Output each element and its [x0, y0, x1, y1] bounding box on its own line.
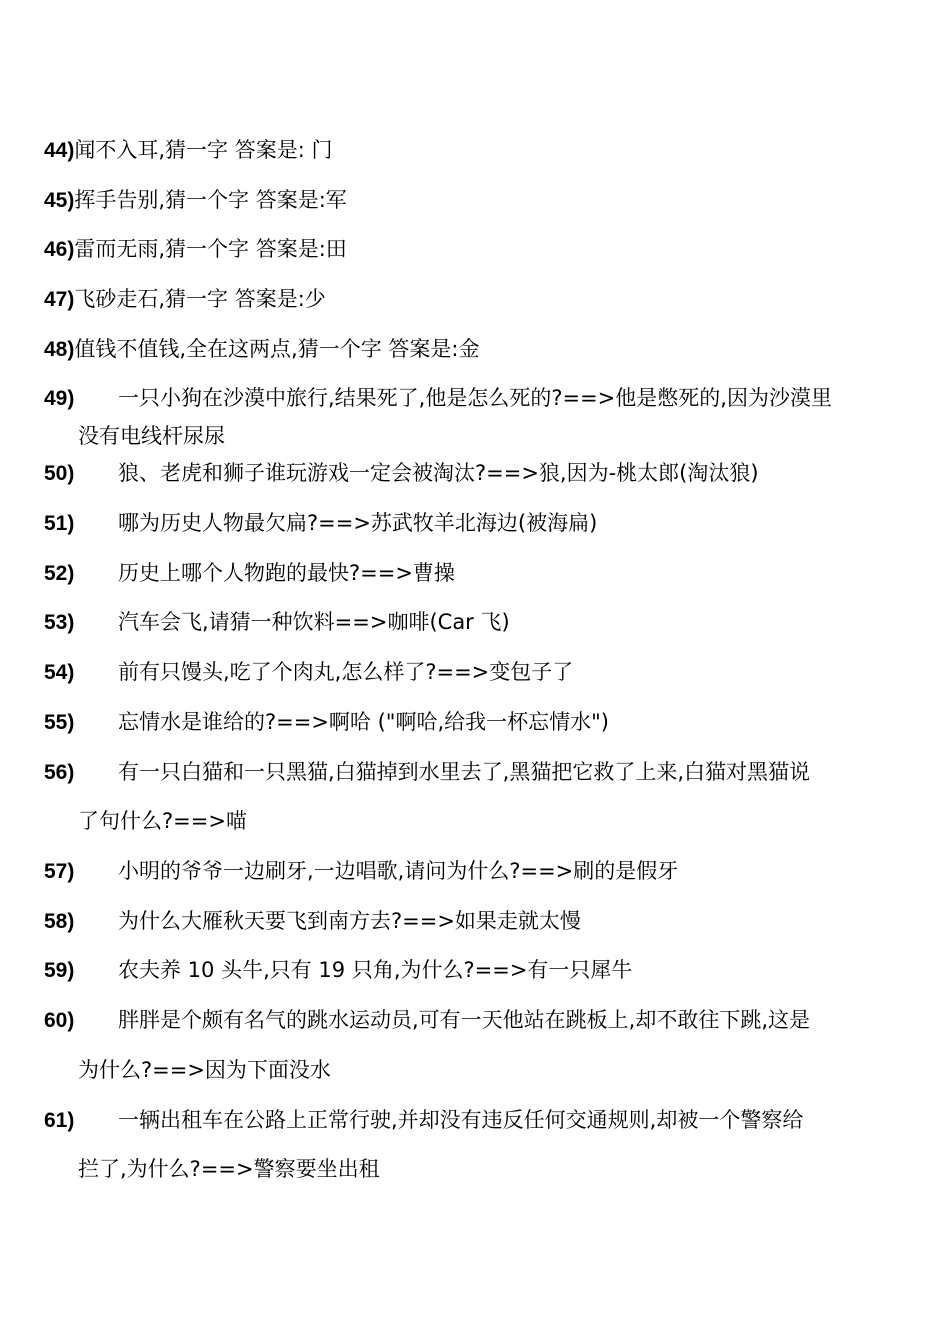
- riddle-item: [44, 287, 914, 312]
- riddle-item: [44, 1008, 914, 1033]
- riddle-item: [44, 561, 914, 586]
- riddle-item: [44, 188, 914, 213]
- riddle-item: [44, 1108, 914, 1133]
- item-text: 哪为历史人物最欠扁?==>苏武牧羊北海边(被海扁): [118, 511, 598, 535]
- item-text: 胖胖是个颇有名气的跳水运动员,可有一天他站在跳板上,却不敢往下跳,这是: [118, 1008, 811, 1032]
- item-text: 汽车会飞,请猜一种饮料==>咖啡(Car 飞): [118, 610, 510, 634]
- item-number: 48): [44, 338, 75, 361]
- item-number: 54): [44, 661, 75, 684]
- item-continuation: 拦了,为什么?==>警察要坐出租: [78, 1157, 380, 1181]
- item-text: 历史上哪个人物跑的最快?==>曹操: [118, 561, 455, 585]
- item-number: 57): [44, 860, 75, 883]
- riddle-item: [44, 610, 914, 635]
- riddle-item: [44, 760, 914, 785]
- item-number: 52): [44, 562, 75, 585]
- item-number: 46): [44, 238, 75, 261]
- item-number: 53): [44, 611, 75, 634]
- item-text: 为什么大雁秋天要飞到南方去?==>如果走就太慢: [118, 909, 581, 933]
- item-continuation: 了句什么?==>喵: [78, 809, 247, 833]
- item-text: 一只小狗在沙漠中旅行,结果死了,他是怎么死的?==>他是憋死的,因为沙漠里: [118, 386, 832, 410]
- riddle-item: [44, 660, 914, 685]
- item-number: 60): [44, 1009, 75, 1032]
- riddle-item: [44, 909, 914, 934]
- item-number: 61): [44, 1109, 75, 1132]
- riddle-item: [44, 710, 914, 735]
- item-number: 50): [44, 462, 75, 485]
- item-text: 忘情水是谁给的?==>啊哈 ("啊哈,给我一杯忘情水"): [118, 710, 609, 734]
- item-number: 51): [44, 512, 75, 535]
- item-number: 56): [44, 761, 75, 784]
- item-number: 55): [44, 711, 75, 734]
- item-text: 前有只馒头,吃了个肉丸,怎么样了?==>变包子了: [118, 660, 574, 684]
- riddle-item: [44, 461, 914, 486]
- item-number: 45): [44, 189, 75, 212]
- riddle-item: [44, 958, 914, 983]
- item-text: 雷而无雨,猜一个字 答案是:田: [74, 237, 347, 261]
- item-continuation: 没有电线杆尿尿: [78, 424, 225, 448]
- riddle-item: [44, 511, 914, 536]
- riddle-item: [44, 237, 914, 262]
- item-text: 农夫养 10 头牛,只有 19 只角,为什么?==>有一只犀牛: [118, 958, 633, 982]
- riddle-item: [44, 337, 914, 362]
- item-text: 闻不入耳,猜一字 答案是: 门: [74, 138, 333, 162]
- item-text: 小明的爷爷一边刷牙,一边唱歌,请问为什么?==>刷的是假牙: [118, 859, 679, 883]
- item-continuation: 为什么?==>因为下面没水: [78, 1058, 331, 1082]
- item-text: 有一只白猫和一只黑猫,白猫掉到水里去了,黑猫把它救了上来,白猫对黑猫说: [118, 760, 811, 784]
- riddle-item: [44, 386, 914, 411]
- item-text: 飞砂走石,猜一字 答案是:少: [74, 287, 326, 311]
- item-number: 44): [44, 139, 75, 162]
- riddle-item: [44, 138, 914, 163]
- item-number: 58): [44, 910, 75, 933]
- item-number: 49): [44, 387, 75, 410]
- item-text: 挥手告别,猜一个字 答案是:军: [74, 188, 347, 212]
- item-text: 一辆出租车在公路上正常行驶,并却没有违反任何交通规则,却被一个警察给: [118, 1108, 804, 1132]
- riddle-item: [44, 859, 914, 884]
- item-number: 59): [44, 959, 75, 982]
- item-text: 狼、老虎和狮子谁玩游戏一定会被淘汰?==>狼,因为-桃太郎(淘汰狼): [118, 461, 759, 485]
- item-number: 47): [44, 288, 75, 311]
- item-text: 值钱不值钱,全在这两点,猜一个字 答案是:金: [74, 337, 480, 361]
